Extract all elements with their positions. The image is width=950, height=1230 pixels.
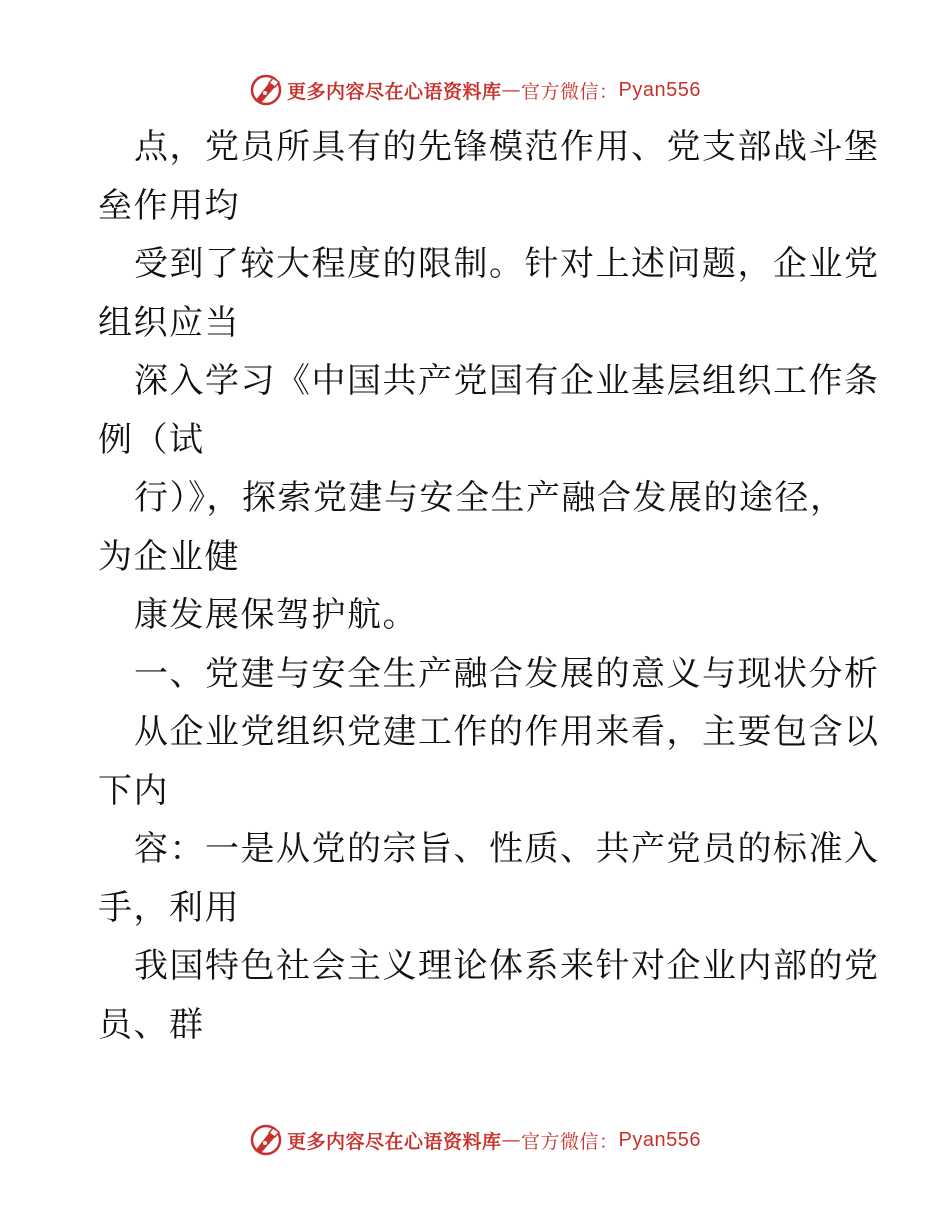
text-line: 受到了较大程度的限制。针对上述问题，企业党 <box>134 244 880 284</box>
text-line: 员、群 <box>98 1004 205 1045</box>
text-line: 行）》，探索党建与安全生产融合发展的途径， <box>134 478 846 518</box>
document-body <box>98 118 880 1054</box>
text-line: 组织应当 <box>98 302 240 343</box>
watermark-label: 官方微信： <box>521 1130 619 1153</box>
watermark-label: 官方微信： <box>521 80 619 103</box>
text-line: 下内 <box>98 770 169 811</box>
text-line: 我国特色社会主义理论体系来针对企业内部的党 <box>134 946 880 986</box>
watermark-text: 更多内容尽在心语资料库 <box>287 80 502 103</box>
watermark-dash: — <box>501 79 522 101</box>
watermark-text: 更多内容尽在心语资料库 <box>287 1130 502 1153</box>
pen-nib-logo-icon <box>249 73 283 107</box>
text-line: 点，党员所具有的先锋模范作用、党支部战斗堡 <box>134 127 880 167</box>
text-line: 从企业党组织党建工作的作用来看，主要包含以 <box>134 712 880 752</box>
watermark-wechat-id: Pyan556 <box>618 78 701 101</box>
text-line: 深入学习《中国共产党国有企业基层组织工作条 <box>134 361 880 401</box>
pen-nib-logo-icon <box>249 1123 283 1157</box>
text-line: 为企业健 <box>98 536 240 577</box>
text-line: 容：一是从党的宗旨、性质、共产党员的标准入 <box>134 829 880 869</box>
watermark-dash: — <box>501 1129 522 1151</box>
text-line: 康发展保驾护航。 <box>134 595 418 635</box>
header-watermark <box>0 70 950 110</box>
text-line: 例（试 <box>98 419 205 460</box>
footer-watermark <box>0 1120 950 1160</box>
text-line: 手，利用 <box>98 887 240 928</box>
watermark-wechat-id: Pyan556 <box>618 1128 701 1151</box>
text-line: 垒作用均 <box>98 185 240 226</box>
section-heading: 一、党建与安全生产融合发展的意义与现状分析 <box>134 653 880 694</box>
